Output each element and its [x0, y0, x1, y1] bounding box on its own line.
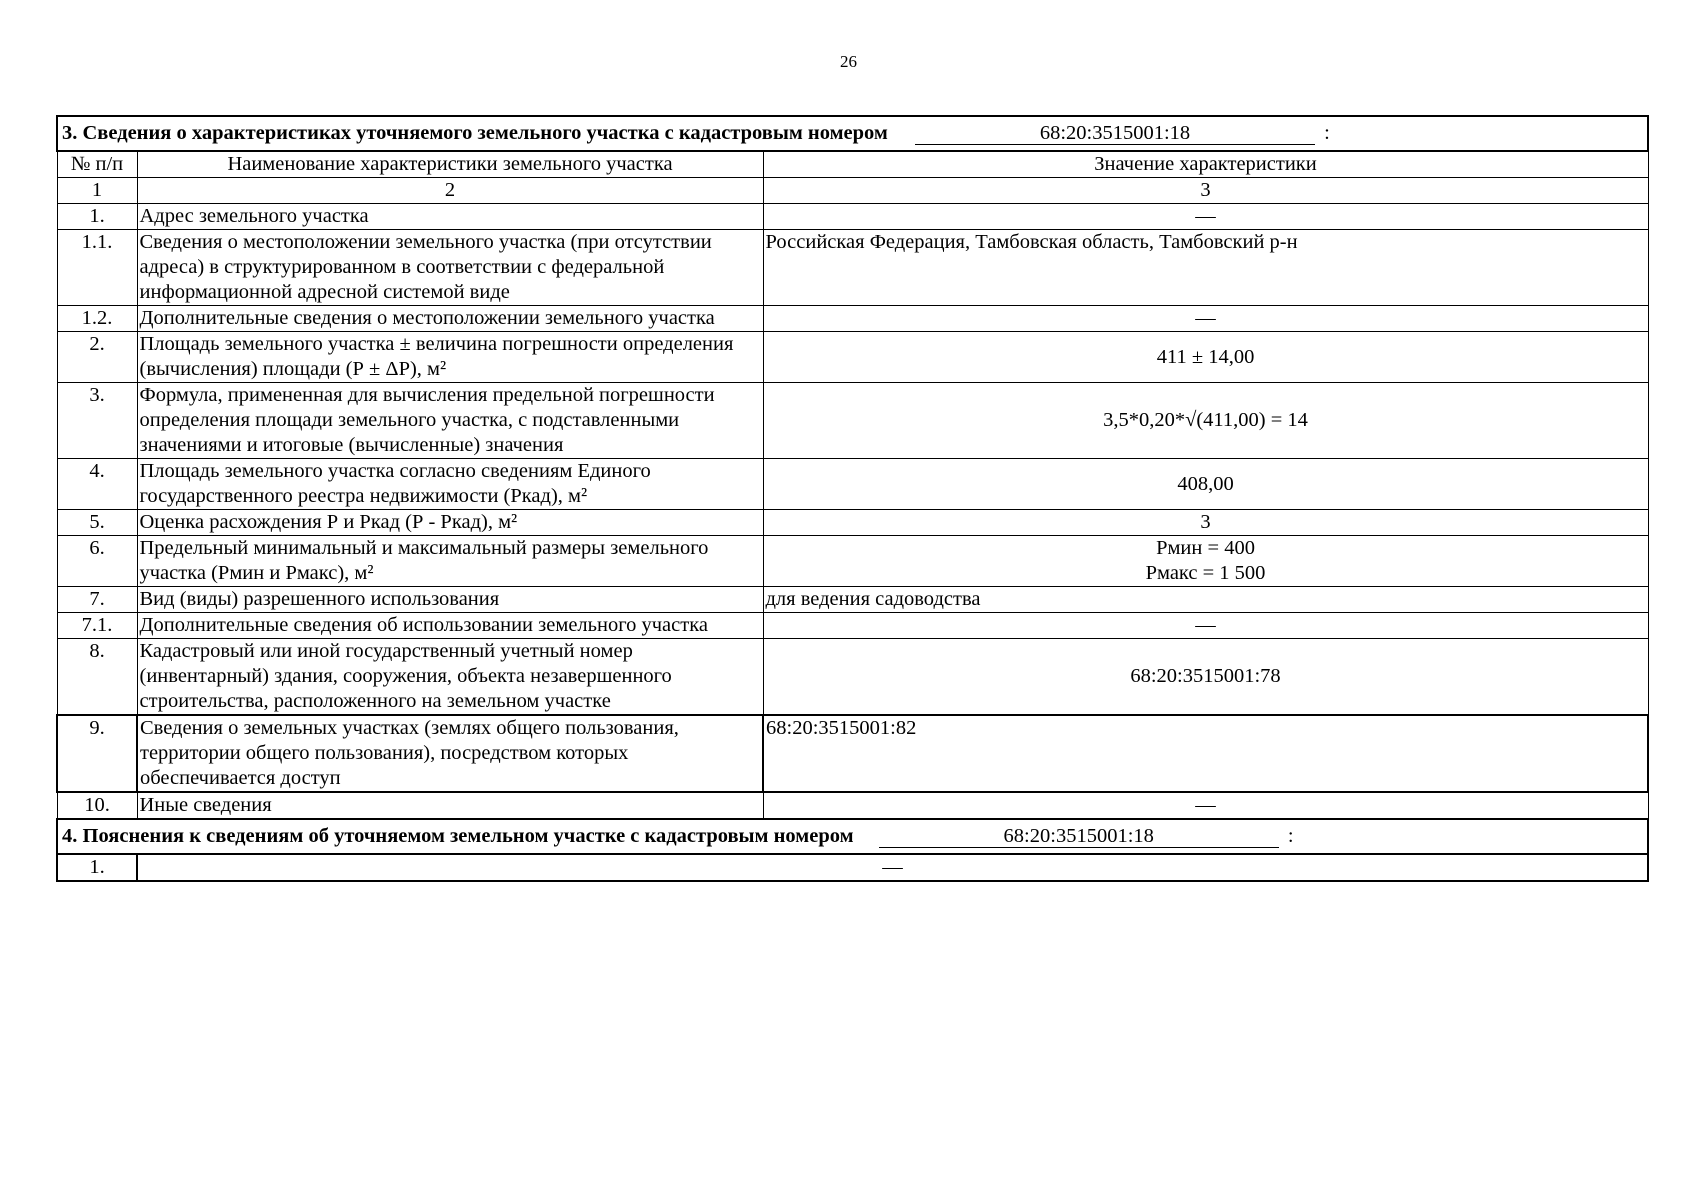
section-4-row [57, 854, 1648, 881]
row-num: 9. [57, 715, 137, 792]
row-value: — [763, 613, 1648, 639]
row-value-min-max [763, 536, 1648, 587]
row-name: Дополнительные сведения о местоположении земельного участка [137, 306, 763, 332]
section-4-title: 4. Пояснения к сведениям об уточняемом земельном участке с кадастровым номером [62, 825, 854, 847]
table-row [57, 332, 1648, 383]
row-value: — [137, 854, 1648, 881]
row-name: Дополнительные сведения об использовании земельного участка [137, 613, 763, 639]
header-num: № п/п [57, 151, 137, 178]
row-value: 408,00 [763, 459, 1648, 510]
row-name: Вид (виды) разрешенного использования [137, 587, 763, 613]
section-3-colon: : [1324, 122, 1330, 144]
row-num: 1. [57, 204, 137, 230]
row-name: Формула, примененная для вычисления предельной погрешности определения площади земельного участка, с подставленными значениями и итоговые (вычисленные) значения [137, 383, 763, 459]
section-4-colon: : [1287, 825, 1294, 847]
table-row [57, 587, 1648, 613]
row-num: 8. [57, 639, 137, 716]
column-header-row [57, 151, 1648, 178]
row-value: 3,5*0,20*√(411,00) = 14 [763, 383, 1648, 459]
row-value: — [763, 204, 1648, 230]
row-value: 68:20:3515001:78 [763, 639, 1648, 716]
row-value: Российская Федерация, Тамбовская область, Тамбовский р-н [763, 230, 1648, 306]
table-row [57, 459, 1648, 510]
row-value: 411 ± 14,00 [763, 332, 1648, 383]
row-num: 7.1. [57, 613, 137, 639]
row-num: 1.2. [57, 306, 137, 332]
row-value: для ведения садоводства [763, 587, 1648, 613]
row-name: Площадь земельного участка ± величина погрешности определения (вычисления) площади (Р ± ΔР), м² [137, 332, 763, 383]
table-row [57, 792, 1648, 819]
row-value-min: Рмин = 400 [1156, 537, 1255, 559]
section-4-title-cell [57, 819, 1648, 854]
table-row [57, 639, 1648, 716]
row-num: 7. [57, 587, 137, 613]
header-number-2: 2 [137, 178, 763, 204]
table-row [57, 715, 1648, 792]
row-value: — [763, 792, 1648, 819]
table-row [57, 510, 1648, 536]
row-value: — [763, 306, 1648, 332]
table-row [57, 230, 1648, 306]
header-name: Наименование характеристики земельного участка [137, 151, 763, 178]
table-row [57, 383, 1648, 459]
header-number-1: 1 [57, 178, 137, 204]
row-value-max: Рмакс = 1 500 [1145, 562, 1266, 584]
row-value: 68:20:3515001:82 [763, 715, 1648, 792]
table-row [57, 204, 1648, 230]
row-num: 3. [57, 383, 137, 459]
row-name: Сведения о местоположении земельного участка (при отсутствии адреса) в структурированном в соответствии с федеральной информационной адресной системой виде [137, 230, 763, 306]
row-name: Предельный минимальный и максимальный размеры земельного участка (Рмин и Рмакс), м² [137, 536, 763, 587]
section-4-header [57, 819, 1648, 854]
row-num: 6. [57, 536, 137, 587]
table-row [57, 536, 1648, 587]
row-num: 2. [57, 332, 137, 383]
row-name: Адрес земельного участка [137, 204, 763, 230]
table-row [57, 306, 1648, 332]
header-value: Значение характеристики [763, 151, 1648, 178]
row-name: Площадь земельного участка согласно сведениям Единого государственного реестра недвижимости (Ркад), м² [137, 459, 763, 510]
row-name: Иные сведения [137, 792, 763, 819]
header-number-3: 3 [763, 178, 1648, 204]
land-plot-characteristics-table [56, 115, 1649, 882]
row-value: 3 [763, 510, 1648, 536]
column-number-row [57, 178, 1648, 204]
row-name: Сведения о земельных участках (землях общего пользования, территории общего пользования), посредством которых обеспечивается доступ [137, 715, 763, 792]
row-name: Оценка расхождения Р и Ркад (Р - Ркад), м² [137, 510, 763, 536]
row-num: 5. [57, 510, 137, 536]
table-row [57, 613, 1648, 639]
row-num: 10. [57, 792, 137, 819]
section-3-header [57, 116, 1648, 151]
row-num: 4. [57, 459, 137, 510]
row-num: 1. [57, 854, 137, 881]
section-3-cadastral-number: 68:20:3515001:18 [915, 122, 1315, 145]
page-number: 26 [840, 52, 857, 71]
section-4-cadastral-number: 68:20:3515001:18 [879, 825, 1279, 848]
section-3-title: 3. Сведения о характеристиках уточняемого земельного участка с кадастровым номером [62, 122, 888, 144]
row-name: Кадастровый или иной государственный учетный номер (инвентарный) здания, сооружения, объекта незавершенного строительства, расположенного на земельном участке [137, 639, 763, 716]
row-num: 1.1. [57, 230, 137, 306]
section-3-title-cell [57, 116, 1648, 151]
